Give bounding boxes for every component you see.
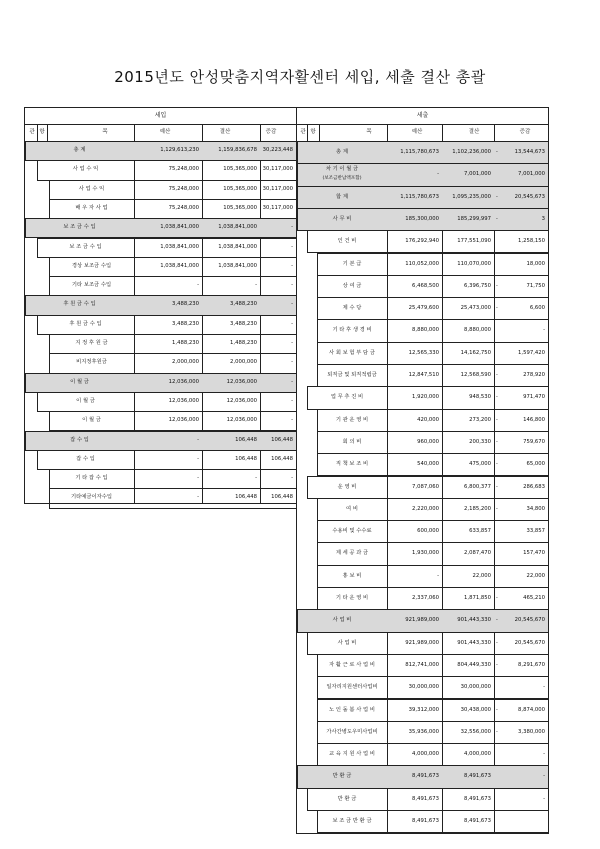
- row-label: 홍 보 비: [342, 572, 362, 579]
- cell-budget: 2,220,000: [412, 505, 439, 512]
- row-label: 운 영 비: [337, 483, 357, 490]
- cell-budget: 1,115,780,673: [400, 149, 439, 155]
- cell-diff: 30,117,000: [262, 185, 293, 192]
- row-label: 인 건 비: [337, 238, 357, 245]
- cell-diff: -: [291, 378, 293, 385]
- table-row: [297, 476, 548, 498]
- row-label: 여 비: [346, 505, 358, 512]
- cell-budget: 3,488,230: [172, 320, 199, 327]
- row-label: 이 월 금: [70, 378, 89, 385]
- table-row: [297, 699, 548, 721]
- row-label: 이 월 금: [82, 417, 101, 424]
- cell-settle: 1,038,841,000: [218, 243, 257, 250]
- minus-marker: -: [496, 728, 498, 735]
- table-row: [25, 353, 296, 372]
- cell-budget: 1,920,000: [412, 394, 439, 401]
- row-label: 업 무 추 진 비: [330, 394, 364, 401]
- minus-marker: -: [496, 661, 498, 668]
- cell-budget: 2,000,000: [172, 359, 199, 366]
- row-label: 기 타 운 영 비: [335, 595, 369, 601]
- cell-settle: 804,449,330: [457, 661, 491, 668]
- cell-budget: 39,312,000: [408, 706, 439, 713]
- row-label: 보 조 금 수 입: [69, 243, 102, 250]
- cell-settle: 1,038,841,000: [218, 224, 257, 231]
- cell-budget: -: [197, 436, 199, 443]
- row-label: 자 활 근 로 사 업 비: [329, 661, 375, 668]
- cell-diff: -: [291, 262, 293, 269]
- table-row: [297, 587, 548, 609]
- cell-budget: 12,847,510: [408, 372, 439, 378]
- cell-settle: 177,551,090: [457, 238, 491, 245]
- row-label: 노 인 돌 봄 사 업 비: [329, 706, 375, 713]
- cell-diff: 18,000: [526, 260, 545, 267]
- row-label: 비지정후원금: [76, 359, 107, 366]
- table-row: [25, 411, 296, 430]
- row-label: 이 월 금: [76, 397, 95, 404]
- row-label: 사 업 비: [332, 617, 352, 624]
- cell-diff: -: [291, 320, 293, 327]
- minus-marker: -: [496, 305, 498, 312]
- cell-settle: 2,087,470: [464, 550, 491, 557]
- table-row: [25, 257, 296, 276]
- revenue-table: [24, 107, 297, 504]
- cell-budget: 110,052,000: [405, 260, 439, 267]
- cell-settle: 901,443,330: [457, 617, 491, 624]
- header-budget: 예산: [411, 129, 423, 135]
- cell-budget: 3,488,230: [172, 301, 199, 308]
- cell-budget: 1,488,230: [172, 340, 199, 346]
- cell-diff: -: [543, 327, 545, 334]
- cell-budget: 8,880,000: [412, 327, 439, 334]
- cell-budget: 8,491,673: [412, 795, 439, 802]
- cell-settle: 8,491,673: [464, 773, 491, 780]
- cell-settle: 8,491,673: [464, 818, 491, 824]
- cell-diff: 22,000: [526, 572, 545, 579]
- minus-marker: -: [496, 215, 498, 222]
- cell-diff: 65,000: [526, 461, 545, 468]
- cell-diff: -: [543, 773, 545, 780]
- table-row: [297, 453, 548, 475]
- table-row: [297, 386, 548, 408]
- cell-settle: 105,365,000: [223, 166, 257, 173]
- row-label: 기 타 잡 수 입: [75, 475, 108, 482]
- cell-budget: 1,038,841,000: [160, 224, 199, 231]
- row-label: 후 원 금 수 입: [69, 320, 102, 327]
- table-row: [297, 654, 548, 676]
- cell-diff: 971,470: [523, 394, 545, 401]
- row-label: 사 회 보 험 부 담 금: [329, 349, 375, 356]
- cell-diff: -: [291, 224, 293, 231]
- table-row: [25, 373, 296, 392]
- row-label: 기 관 운 영 비: [335, 416, 369, 423]
- table-row: [25, 199, 296, 218]
- cell-settle: 1,102,236,000: [452, 149, 491, 155]
- cell-diff: 20,545,670: [514, 617, 545, 624]
- cell-budget: 540,000: [417, 461, 439, 468]
- row-label: 제 수 당: [342, 305, 362, 312]
- header-mok: 목: [366, 129, 372, 135]
- row-label: 제 세 공 과 금: [335, 550, 369, 557]
- cell-budget: -: [437, 572, 439, 579]
- table-row: [297, 253, 548, 275]
- row-label: 기 본 급: [342, 260, 362, 267]
- cell-diff: 7,001,000: [518, 171, 545, 178]
- row-label: 교 육 지 원 사 업 비: [329, 751, 375, 758]
- cell-diff: -: [291, 397, 293, 404]
- table-row: [297, 520, 548, 542]
- row-label: 기타예금이자수입: [71, 494, 112, 501]
- cell-settle: 2,185,200: [464, 505, 491, 512]
- cell-settle: 12,568,590: [460, 372, 491, 378]
- cell-settle: 106,448: [235, 455, 257, 462]
- cell-budget: 7,087,060: [412, 483, 439, 490]
- table-row: [297, 163, 548, 185]
- table-row: [297, 810, 548, 832]
- cell-budget: 4,000,000: [412, 751, 439, 758]
- cell-diff: 30,223,448: [262, 147, 293, 153]
- table-row: [297, 364, 548, 386]
- table-row: [25, 431, 296, 450]
- cell-settle: 30,438,000: [460, 706, 491, 713]
- minus-marker: -: [496, 372, 498, 378]
- header-budget: 예산: [159, 129, 171, 135]
- cell-diff: 465,210: [523, 595, 545, 601]
- expenditure-header-row: [297, 124, 548, 142]
- cell-budget: 1,038,841,000: [160, 243, 199, 250]
- table-row: [297, 186, 548, 208]
- cell-diff: 20,545,673: [514, 193, 545, 200]
- row-label: 반 환 금: [332, 773, 352, 780]
- cell-settle: 22,000: [472, 572, 491, 579]
- cell-budget: 960,000: [417, 438, 439, 445]
- cell-diff: -: [291, 417, 293, 424]
- row-label: 사 업 수 익: [72, 166, 99, 173]
- header-gwan: 관: [300, 129, 306, 135]
- cell-budget: 1,038,841,000: [160, 262, 199, 269]
- cell-budget: 176,292,940: [405, 238, 439, 245]
- table-row: [25, 295, 296, 314]
- cell-settle: 200,330: [469, 438, 491, 445]
- cell-settle: 1,159,836,678: [218, 147, 257, 153]
- header-diff: 증감: [265, 129, 277, 135]
- table-row: [297, 230, 548, 252]
- cell-diff: -: [291, 243, 293, 250]
- revenue-section-title: 세입: [25, 108, 296, 125]
- minus-marker: -: [496, 438, 498, 445]
- cell-settle: 12,036,000: [226, 417, 257, 424]
- cell-budget: 921,989,000: [405, 639, 439, 646]
- minus-marker: -: [496, 394, 498, 401]
- cell-budget: 1,930,000: [412, 550, 439, 557]
- row-label: 합 계: [336, 193, 348, 200]
- header-settle: 결산: [468, 129, 480, 135]
- table-row: [297, 721, 548, 743]
- minus-marker: -: [496, 282, 498, 289]
- table-row: [297, 743, 548, 765]
- cell-settle: 948,530: [469, 394, 491, 401]
- cell-diff: 13,544,673: [514, 149, 545, 155]
- cell-budget: 2,337,060: [412, 595, 439, 601]
- table-row: [297, 409, 548, 431]
- cell-settle: 475,000: [469, 461, 491, 468]
- cell-settle: 7,001,000: [464, 171, 491, 178]
- cell-diff: 33,857: [526, 528, 545, 535]
- table-row: [25, 315, 296, 334]
- row-label: 회 의 비: [342, 438, 362, 445]
- cell-settle: 30,000,000: [460, 684, 491, 691]
- table-row: [25, 180, 296, 199]
- table-row: [25, 141, 296, 160]
- cell-settle: 106,448: [235, 494, 257, 501]
- cell-budget: 25,479,600: [408, 305, 439, 312]
- cell-budget: 75,248,000: [168, 204, 199, 211]
- cell-budget: 6,468,500: [412, 282, 439, 289]
- table-row: [297, 788, 548, 810]
- cell-diff: 146,800: [523, 416, 545, 423]
- minus-marker: -: [496, 461, 498, 468]
- cell-settle: 12,036,000: [226, 397, 257, 404]
- row-label: 사 무 비: [332, 215, 352, 222]
- row-label: 기 타 후 생 경 비: [332, 327, 372, 334]
- cell-settle: 633,857: [469, 528, 491, 535]
- cell-diff: 30,117,000: [262, 204, 293, 211]
- cell-settle: 110,070,000: [457, 260, 491, 267]
- cell-settle: 106,448: [235, 436, 257, 443]
- cell-diff: 8,291,670: [518, 661, 545, 668]
- row-label: 기타 보조금 수입: [71, 282, 112, 289]
- cell-settle: 105,365,000: [223, 185, 257, 192]
- cell-diff: 6,600: [529, 305, 545, 312]
- table-row: [297, 208, 548, 230]
- cell-diff: 106,448: [271, 494, 293, 501]
- row-label: 수용비 및 수수료: [332, 528, 372, 535]
- table-row: [297, 565, 548, 587]
- cell-settle: 8,491,673: [464, 795, 491, 802]
- cell-settle: 273,200: [469, 416, 491, 423]
- cell-budget: 75,248,000: [168, 166, 199, 173]
- minus-marker: -: [496, 706, 498, 713]
- cell-settle: 25,473,000: [460, 305, 491, 312]
- cell-diff: 30,117,000: [262, 166, 293, 173]
- table-row: [25, 392, 296, 411]
- cell-budget: 35,936,000: [408, 728, 439, 735]
- cell-diff: 3,380,000: [518, 728, 545, 735]
- cell-diff: 157,470: [523, 550, 545, 557]
- row-label: 지 정 후 원 금: [75, 340, 108, 346]
- cell-diff: -: [291, 475, 293, 482]
- cell-diff: 34,800: [526, 505, 545, 512]
- cell-budget: 8,491,673: [412, 818, 439, 824]
- row-label: 총 계: [73, 147, 86, 153]
- row-label: 사 업 비: [337, 639, 357, 646]
- cell-budget: 12,036,000: [168, 397, 199, 404]
- cell-budget: 420,000: [417, 416, 439, 423]
- row-sublabel: (보조금반납액포함): [322, 176, 362, 182]
- cell-diff: -: [543, 751, 545, 758]
- header-mok: 목: [102, 129, 108, 135]
- cell-budget: -: [197, 282, 199, 289]
- table-row: [297, 319, 548, 341]
- cell-settle: 1,095,235,000: [452, 193, 491, 200]
- cell-diff: -: [291, 340, 293, 346]
- row-label: 총 계: [336, 149, 348, 155]
- table-row: [297, 765, 548, 787]
- table-row: [297, 297, 548, 319]
- minus-marker: -: [496, 416, 498, 423]
- cell-budget: -: [197, 494, 199, 501]
- cell-diff: 106,448: [271, 436, 293, 443]
- header-hang: 항: [39, 129, 45, 135]
- table-row: [25, 218, 296, 237]
- header-gwan: 관: [29, 129, 35, 135]
- cell-budget: 921,989,000: [405, 617, 439, 624]
- cell-settle: 1,488,230: [230, 340, 257, 346]
- row-label: 차 기 이 월 금: [325, 166, 359, 173]
- cell-budget: 8,491,673: [412, 773, 439, 780]
- cell-diff: 286,683: [523, 483, 545, 490]
- cell-diff: -: [543, 684, 545, 691]
- table-row: [297, 498, 548, 520]
- table-row: [25, 488, 296, 507]
- table-row: [25, 450, 296, 469]
- table-row: [297, 632, 548, 654]
- cell-budget: 75,248,000: [168, 185, 199, 192]
- table-row: [297, 275, 548, 297]
- cell-settle: 6,800,377: [464, 483, 491, 490]
- cell-budget: -: [437, 171, 439, 178]
- table-row: [25, 334, 296, 353]
- cell-settle: 8,880,000: [464, 327, 491, 334]
- cell-diff: 71,750: [526, 282, 545, 289]
- row-label: 사 업 수 익: [78, 185, 105, 192]
- header-settle: 결산: [219, 129, 231, 135]
- row-label: 가사간병도우미사업비: [326, 728, 378, 735]
- row-label: 후 원 금 수 입: [63, 301, 96, 308]
- cell-settle: 2,000,000: [230, 359, 257, 366]
- table-row: [25, 238, 296, 257]
- row-label: 잡 수 입: [76, 455, 95, 462]
- row-label: 경상 보조금 수입: [71, 262, 112, 269]
- cell-diff: -: [291, 359, 293, 366]
- row-label: 보 조 금 수 입: [63, 224, 96, 231]
- cell-diff: 1,258,150: [518, 238, 545, 245]
- table-row: [297, 676, 548, 698]
- cell-budget: -: [197, 475, 199, 482]
- table-row: [297, 609, 548, 631]
- cell-settle: 12,036,000: [226, 378, 257, 385]
- cell-budget: 30,000,000: [408, 684, 439, 691]
- expenditure-section-title: 세출: [297, 108, 548, 125]
- row-label: 직 책 보 조 비: [335, 461, 369, 468]
- cell-settle: 185,299,997: [457, 215, 491, 222]
- row-label: 퇴직금 및 퇴직적립금: [327, 372, 377, 378]
- row-label: 잡 수 입: [70, 436, 89, 443]
- cell-diff: 759,670: [523, 438, 545, 445]
- row-label: 반 환 금: [337, 795, 357, 802]
- cell-settle: 3,488,230: [230, 301, 257, 308]
- table-row: [25, 160, 296, 179]
- minus-marker: -: [496, 617, 498, 624]
- minus-marker: -: [496, 595, 498, 601]
- table-row: [297, 542, 548, 564]
- cell-settle: 105,365,000: [223, 204, 257, 211]
- cell-settle: 1,038,841,000: [218, 262, 257, 269]
- cell-settle: 3,488,230: [230, 320, 257, 327]
- row-label: 상 여 금: [342, 282, 362, 289]
- table-row: [297, 342, 548, 364]
- cell-settle: -: [255, 282, 257, 289]
- row-label: 보 조 금 반 환 금: [332, 818, 372, 824]
- header-hang: 항: [310, 129, 316, 135]
- cell-settle: 4,000,000: [464, 751, 491, 758]
- cell-settle: 901,443,330: [457, 639, 491, 646]
- cell-settle: 14,162,750: [460, 349, 491, 356]
- table-row: [297, 141, 548, 163]
- cell-diff: 8,874,000: [518, 706, 545, 713]
- cell-settle: 1,871,850: [464, 595, 491, 601]
- cell-diff: 1,597,420: [518, 349, 545, 356]
- cell-diff: -: [291, 301, 293, 308]
- cell-budget: 1,129,613,230: [160, 147, 199, 153]
- cell-settle: -: [255, 475, 257, 482]
- header-diff: 증감: [519, 129, 531, 135]
- cell-budget: 12,036,000: [168, 378, 199, 385]
- minus-marker: -: [496, 483, 498, 490]
- cell-budget: 12,565,330: [408, 349, 439, 356]
- cell-diff: 3: [541, 215, 545, 222]
- cell-diff: -: [291, 282, 293, 289]
- cell-budget: 185,300,000: [405, 215, 439, 222]
- cell-budget: 812,741,000: [405, 661, 439, 668]
- cell-settle: 6,396,750: [464, 282, 491, 289]
- cell-settle: 32,556,000: [460, 728, 491, 735]
- table-row: [25, 276, 296, 295]
- minus-marker: -: [496, 149, 498, 155]
- cell-budget: 1,115,780,673: [400, 193, 439, 200]
- minus-marker: -: [496, 639, 498, 646]
- row-label: 일자리지원센터사업비: [326, 684, 378, 691]
- table-row: [297, 431, 548, 453]
- revenue-header-row: [25, 124, 296, 142]
- cell-diff: 106,448: [271, 455, 293, 462]
- cell-budget: -: [197, 455, 199, 462]
- cell-budget: 12,036,000: [168, 417, 199, 424]
- minus-marker: -: [496, 193, 498, 200]
- cell-budget: 600,000: [417, 528, 439, 535]
- cell-diff: 20,545,670: [514, 639, 545, 646]
- minus-marker: -: [496, 505, 498, 512]
- cell-diff: 278,920: [523, 372, 545, 378]
- expenditure-table: [296, 107, 549, 834]
- row-label: 배 우 자 사 업: [75, 204, 108, 211]
- page-title: 2015년도 안성맞춤지역자활센터 세입, 세출 결산 총괄: [114, 68, 486, 86]
- cell-diff: -: [543, 795, 545, 802]
- table-row: [25, 469, 296, 488]
